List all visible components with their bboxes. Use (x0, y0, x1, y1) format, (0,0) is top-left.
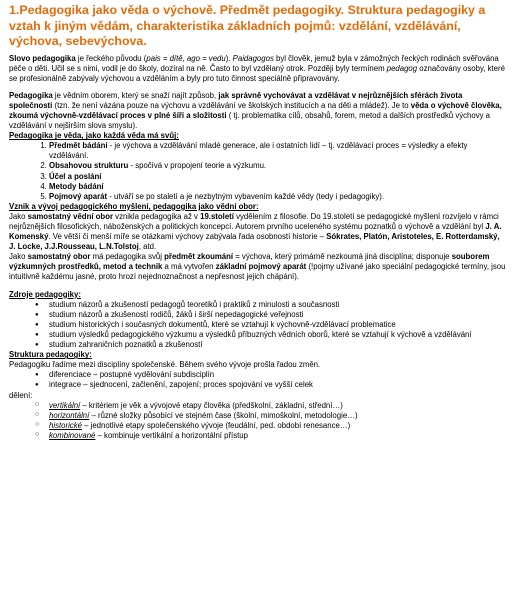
division-text: – kritériem je věk a vývojové etapy člověka (předškolní, základní, střední…) (80, 400, 343, 410)
intro-text: označovány osoby, které se profesionálně zabývaly výchovou a vzděláním a byly pro tuto činnost speciálně připravovány. (9, 63, 505, 83)
intro-text: byl člověk, jemuž byla v zámožných řeckých rodinách svěřována péče o děti. Učil se s nimi, vodil je do školy, dozíral na ně. Často to byl vzdělaný otrok. Později byly termínem (9, 53, 499, 73)
list-item (49, 411, 507, 421)
list-item: ● diferenciace – postupné vydělování subdisciplín (49, 370, 507, 380)
list-item: ● studium výsledků pedagogického výzkumu a výsledků příbuzných vědních oborů, které se vztahují k výchově a vzdělávání (49, 330, 507, 340)
intro-paragraph (9, 54, 507, 84)
list-item (49, 192, 507, 202)
definition-text: ( tj. problematika cílů, obsahů, forem, metod a dalších prostředků výchovy a vzdělávání v nejširším slova smyslu). (9, 110, 491, 131)
intro-text: ). (225, 53, 233, 63)
history-text: , atd. (138, 242, 157, 252)
history-bold: Sókrates, Platón, Aristoteles, E. Rotterdamský, J. Locke, J.J.Rousseau, L.N.Tolstoj (9, 232, 500, 252)
science-list (9, 141, 507, 202)
history-bold: souborem výzkumných prostředků, metod a technik (9, 252, 490, 272)
history-heading (9, 202, 507, 212)
list-item (49, 141, 507, 161)
history-text: . Ve větší či menší míře se otázkami výchovy zabývala řada osobností historie – (48, 232, 327, 242)
history-bold: 19.století (200, 211, 234, 221)
intro-pedagog: pedagog (386, 63, 418, 73)
sources-heading (9, 290, 507, 300)
division-list (9, 401, 507, 441)
list-item: ● studium názorů a zkušeností rodičů, žáků i širší nepedagogické veřejnosti (49, 310, 507, 320)
history-text: má pedagogika svůj (90, 252, 165, 262)
division-text: – jednotlivé etapy společenského vývoje (feudální, ped. období renesance…) (81, 420, 351, 430)
definition-text: je vědním oborem, který se snaží najít způsob, (52, 90, 219, 100)
division-term: historické (49, 420, 82, 430)
structure-list (9, 370, 507, 390)
history-bold: předmět zkoumání (164, 252, 234, 262)
list-item-text: - utváří se po staletí a je nezbytným vybavením každé vědy (tedy i pedagogiky). (107, 191, 385, 201)
list-item (49, 421, 507, 431)
list-item-bold: Obsahovou strukturu (49, 161, 129, 171)
definition-paragraph (9, 91, 507, 131)
division-text: – různé složky působící ve stejném čase (školní, mimoškolní, metodologie…) (89, 410, 358, 420)
history-heading-text: Vznik a vývoj pedagogického myšlení, pedagogika jako vědní obor: (9, 201, 259, 211)
definition-text: (tzn. že není vázána pouze na výchovu a vzdělávání ve školských institucích a na děti a mládež). Je to (52, 100, 411, 110)
definition-term: Pedagogika (9, 90, 53, 100)
list-item: ● integrace – sjednocení, začlenění, zapojení; proces spojování ve vyšší celek (49, 380, 507, 390)
list-item-text: - je výchova a vzdělávání mladé generace, ale i ostatních lidí – tj. vzdělávací proces = výsledky a efekty vzdělávání. (49, 141, 468, 161)
history-text: Jako (9, 252, 28, 262)
intro-term: Slovo pedagogika (9, 53, 76, 63)
sources-heading-text: Zdroje pedagogiky: (9, 289, 81, 299)
history-bold: samostatný obor (27, 252, 91, 262)
list-item: ● studium historických i současných dokumentů, které se vztahují k výchovně-vzdělávací problematice (49, 320, 507, 330)
structure-intro: Pedagogiku řadíme mezi disciplíny společenské. Během svého vývoje prošla řadou změn. (9, 360, 321, 370)
history-text: a má vytvořen (162, 262, 216, 272)
list-item-bold: Pojmový aparát (49, 191, 108, 201)
list-item-bold: Předmět bádání (49, 141, 108, 151)
division-text: – kombinuje vertikální a horizontální přístup (95, 430, 248, 440)
intro-etymology: pais = dítě, ago = vedu (146, 53, 226, 63)
list-item (49, 182, 507, 192)
division-term: horizontální (49, 410, 90, 420)
history-bold: samostatný vědní obor (27, 211, 113, 221)
list-item-text: - spočívá v propojení teorie a výzkumu. (128, 161, 267, 171)
history-text: (!pojmy užívané jako speciální pedagogické termíny, jsou intuitivně každému jasné, proto hrozí nejednoznačnost a nepřesnost jejich chápání). (9, 262, 506, 282)
list-item (49, 401, 507, 411)
history-paragraph (9, 212, 507, 283)
definition-bold: věda o výchově člověka, zkoumá výchovně-vzdělávací proces v plné šíři a složitosti (9, 100, 502, 120)
intro-paidagogos: Paidagogos (232, 53, 274, 63)
division-label: dělení: (9, 390, 33, 400)
history-text: vydělením z filosofie. Do 19.století se pedagogické myšlení rozvíjelo v rámci nejrůznějších filosofických, náboženských a politických koncepcí. Autorem prvního uceleného systému poznatků o výchově a vzdělání byl (9, 211, 499, 231)
document-heading: 1.Pedagogika jako věda o výchově. Předmět pedagogiky. Struktura pedagogiky a vztah k jiným vědám, charakteristika základních pojmů: vzdělání, vzdělávání, výchova, sebevýchova. (9, 3, 486, 48)
science-heading-text: Pedagogika je věda, jako každá věda má svůj: (9, 131, 179, 141)
list-item: ● studium názorů a zkušeností pedagogů teoretiků i praktiků z minulosti a současnosti (49, 300, 507, 310)
list-item-bold: Účel a poslání (49, 171, 102, 181)
list-item: ● studium zahraničních poznatků a zkušeností (49, 340, 507, 350)
history-text: = výchova, který primárně nezkoumá jiná disciplína; disponuje (233, 252, 452, 262)
science-heading (9, 131, 507, 141)
definition-bold: jak správně vychovávat a vzdělávat v nejrůznějších sférách života společnosti (9, 90, 463, 110)
division-term: vertikální (49, 400, 81, 410)
history-bold: základní pojmový aparát (215, 262, 307, 272)
list-item-bold: Metody bádání (49, 181, 104, 191)
history-bold: J. A. Komenský (9, 222, 502, 242)
sources-list (9, 300, 507, 350)
structure-heading (9, 350, 507, 360)
division-term: kombinované (49, 430, 96, 440)
intro-text: je řeckého původu ( (75, 53, 147, 63)
history-text: vznikla pedagogika až v (113, 211, 201, 221)
list-item (49, 172, 507, 182)
list-item (49, 431, 507, 441)
list-item (49, 161, 507, 171)
history-text: Jako (9, 211, 28, 221)
structure-heading-text: Struktura pedagogiky: (9, 350, 92, 360)
